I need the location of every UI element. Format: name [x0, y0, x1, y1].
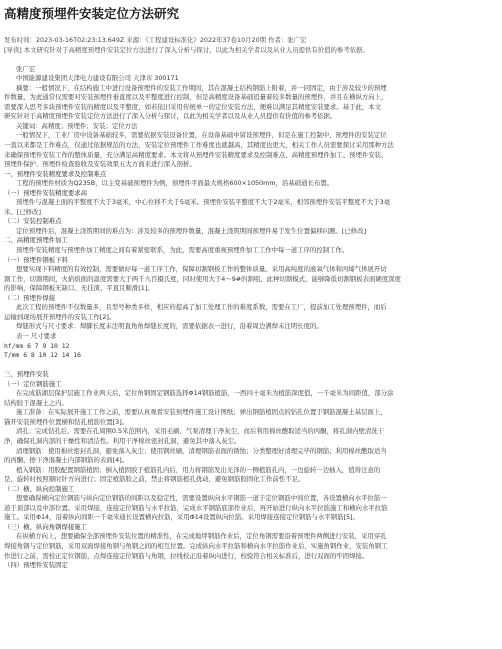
section-heading: 三、预埋件安装: [4, 370, 49, 379]
page-title: 高精度预埋件安装定位方法研究: [4, 6, 180, 21]
text-line: 预埋件安装精度与预埋件加工精度之间有着紧密联系，为此，需要高度重视预埋件加工工作中每一道工序的控制工作。: [16, 246, 349, 255]
text-line: 中国能源建设集团天津电力建设有限公司 天津市 300171: [16, 74, 179, 83]
text-line: 作进行之前，需校正定位钢筋，点焊连接定位钢筋与角钢，拉线校正沿着纵向进行，校验符合相关标准后，进行双面的牢固焊接。: [4, 551, 369, 560]
section-heading: （三）横、纵向角钢焊接施工: [4, 522, 88, 531]
text-line: 结构胶于混凝土之内。: [4, 398, 68, 407]
text-line: T/mm 6 8 10 12 14 16: [4, 351, 81, 360]
text-line: 预埋件与混凝土面的平整度不大于3毫米，中心位移不大于5毫米。预埋件安装平整度不大于2毫米，相邻预埋件安装平整度不大于3毫: [16, 198, 391, 207]
section-heading: （二）安装控制难点: [4, 217, 62, 226]
text-line: 的丙酮，擦干净混凝土内部钢筋的表面[4]。: [4, 456, 129, 465]
text-line: 运输到现场展开预埋件的安装工作[2]。: [4, 312, 116, 321]
text-line: 想要确保横向定位钢筋与纵向定位钢筋的间距以及稳定性，需要设置纵向水平钢筋一道于定位钢筋中间位置，各设置横向水平拉筋一: [16, 494, 387, 503]
text-line: 定位预埋件后，混凝土浇筑期间的难点为：涉及较多的预埋件数量，混凝土浇筑期间预埋件易于发生位置偏移问题。[已修改]: [16, 226, 367, 235]
text-line: 发布时间：2023-03-16T02:23:13.649Z 来源：《工程建设标准化》2022年37卷10月20期 作者：张广宏: [4, 36, 307, 44]
text-line: hf/mm 6 7 9 10 12: [4, 341, 70, 350]
text-line: 摘要：一般情况下，在结构施工中进行设备预埋件的安装工作期间，其在混凝土结构钢筋上附着，并一同固定，由于涉及较少的预埋: [16, 83, 387, 92]
text-line: 施工准备：在实际展开施工工作之前，需要认真观看安装预埋件施工设计图纸；弹出钢筋植固点的钻孔位置于钢筋混凝土基层面上，: [16, 408, 387, 417]
text-line: 来确保预埋件安装工作的整体质量，充分满足高精度要求。本文将从预埋件安装精度要求及控制难点、高精度预埋件加工、预埋件安装、: [4, 150, 388, 159]
text-line: 锚开安装预埋件位置横和钻孔植筋位置[3]。: [4, 417, 129, 426]
text-line: 张广宏: [16, 64, 36, 73]
text-line: 清理钢筋：使用棉丝密封孔洞，避免落入灰尘；使用钢丝刷，清理钢筋表面的锈蚀；分类整理好清理完毕的钢筋；利用棉丝醮取适当: [16, 446, 387, 455]
text-line: 焊接角钢与定位钢筋，采用双面焊接角钢与角钢之间的相互位置。完成纵向水平拉筋和横向水平拉筋作业后，实施角钢作业，安装角钢工: [4, 541, 388, 550]
text-line: 植入钢筋：用胶配置钢筋植固；倒入植固胶于植筋孔内后，用力将钢筋发出光泽的一侧植筋孔内，一边旋转一边插入，值得注意的: [16, 465, 381, 474]
text-line: 清孔：完成钻孔后，需要在孔周围0.5米范围内，采用毛刷、气泵清理干净灰尘，而后利用棉丝醮取适当的丙酮，将孔洞内壁清洗干: [16, 427, 385, 436]
section-heading: （一）预埋件安装精度要求高: [4, 188, 88, 197]
text-line: [导读] 本文研究针对于高精度预埋件安装定位方法进行了深入分析与探讨，以此为相关学者以及从业人员提供有价值的参考依据。: [4, 45, 369, 54]
text-line: 是，旋转时按照顺时针方向进行；固定植筋胶之前，禁止将钢筋植孔扰动，避免钢筋胶固化工作前性不足。: [4, 475, 305, 484]
section-heading: （一）预埋件钢板下料: [4, 255, 68, 264]
text-line: 净，确保孔洞内部的干燥性和清洁性。利用干净棉丝密封孔洞，避免其中落入灰尘。: [4, 436, 241, 445]
text-line: 研究针对于高精度预埋件安装定位方法进行了深入分析与探讨，以此为相关学者以及从业人员提供有价值的参考依据。: [4, 112, 337, 121]
section-heading: （二）横、纵向控制施工: [4, 484, 75, 493]
section-heading: （二）预埋件焊接: [4, 293, 56, 302]
section-heading: （一）定位钢筋施工: [4, 379, 62, 388]
text-line: 一直以来都是工作难点，仅通过依据规范的方法，安装定位预埋件工作难度也就越高，其精度也更大，相关工作人员需要探讨采用那种方法: [4, 141, 394, 150]
text-line: 预埋件保护、预埋件检查验收及安装效果五大方面来进行深入剖析。: [4, 160, 196, 169]
text-line: [4, 55, 498, 65]
text-line: 件数量，为此通常仅需要对安装预埋件垂直度以及平整度进行控制，但是高精度设备基础追量着较多数量的预埋件，并且在横纵方向上，: [4, 93, 388, 102]
text-line: 的影响，保障钢板无缺口、无挂渣、平直且顺滑[1]。: [4, 284, 154, 293]
text-line: [4, 361, 498, 371]
text-line: 施工。采用Φ14，沿着纵向间距一千毫米通长设置横向拉筋，采用Φ14设置纵向拉筋。采用焊接连接定位钢筋与水平钢筋[5]。: [4, 513, 359, 522]
text-line: 表一 尺寸要求: [16, 331, 57, 340]
text-line: 一般情况下，工业厂房中设备基础较多，需要依据安装设备位置，在设备基础中留设预埋件，但是在施工控制中，预埋件的安装定位: [16, 131, 387, 140]
text-line: 关键词：高精度；预埋件；安装；定位方法: [16, 121, 138, 130]
text-line: 此次工程的预埋件不仅数量多，且型号种类多样，相应的提高了加工处理工作的难度系数，需要在工厂，提前加工处理预埋件，而后: [16, 303, 387, 312]
text-line: 在纵横方向上，想要确保全部预埋件安装位置的精准性，在完成地坪钢筋作业后，定位角钢需要沿着预埋件两侧进行安装，采用穿孔: [16, 532, 387, 541]
text-line: 需要深入思考多块预埋件安装的精度以及平整度，如若依旧采用传统单一的定位安装方法，便难以满足其精度安装要求。基于此，本文: [4, 102, 382, 111]
text-line: 割工作，切割期间，火焰焰面的温度需要大于两千九百摄氏度，同时使用大于4～9#的割咀，此种切割模式，能够降低切割钢板表面硬度深度: [4, 274, 401, 283]
article-body: [4, 36, 498, 571]
section-heading: （四）预埋件安装固定: [4, 561, 68, 570]
section-heading: 一、预埋件安装精度要求及控制难点: [4, 169, 107, 178]
text-line: 米。[已修改]: [4, 207, 41, 216]
text-line: 道于顶部以及中部位置。采用焊接，连接定位钢筋与水平拉筋，完成水平钢筋底部作业后，再开始进行纵向水平拉筋施工和横向水平拉筋: [4, 503, 388, 512]
text-line: 焊缝形式与尺寸要求：焊脚长度未注明直角角焊缝长度的，需要依据表一进行，沿着周边满焊未注明长度的。: [16, 322, 323, 331]
text-line: 想要实现下料精度的有效控制，需要做好每一道工序工作，保障切割钢板工作的整体质量。采用高纯度的液氧气体和丙烯气体展开切: [16, 265, 387, 274]
text-line: 在完成筋湖层保护层施工作业两天后，定位角钢固定钢筋选择Φ14钢筋植筋，一西四十毫米为植筋深度值，一千毫米为间距值，部分涂: [16, 389, 394, 398]
text-line: 工程的预埋件材质为Q235B，以主变基础预埋件为例，预埋件平面最大规格600×1050mm，沿基础通长布置。: [16, 179, 334, 188]
section-heading: 二、高精度预埋件加工: [4, 236, 68, 245]
